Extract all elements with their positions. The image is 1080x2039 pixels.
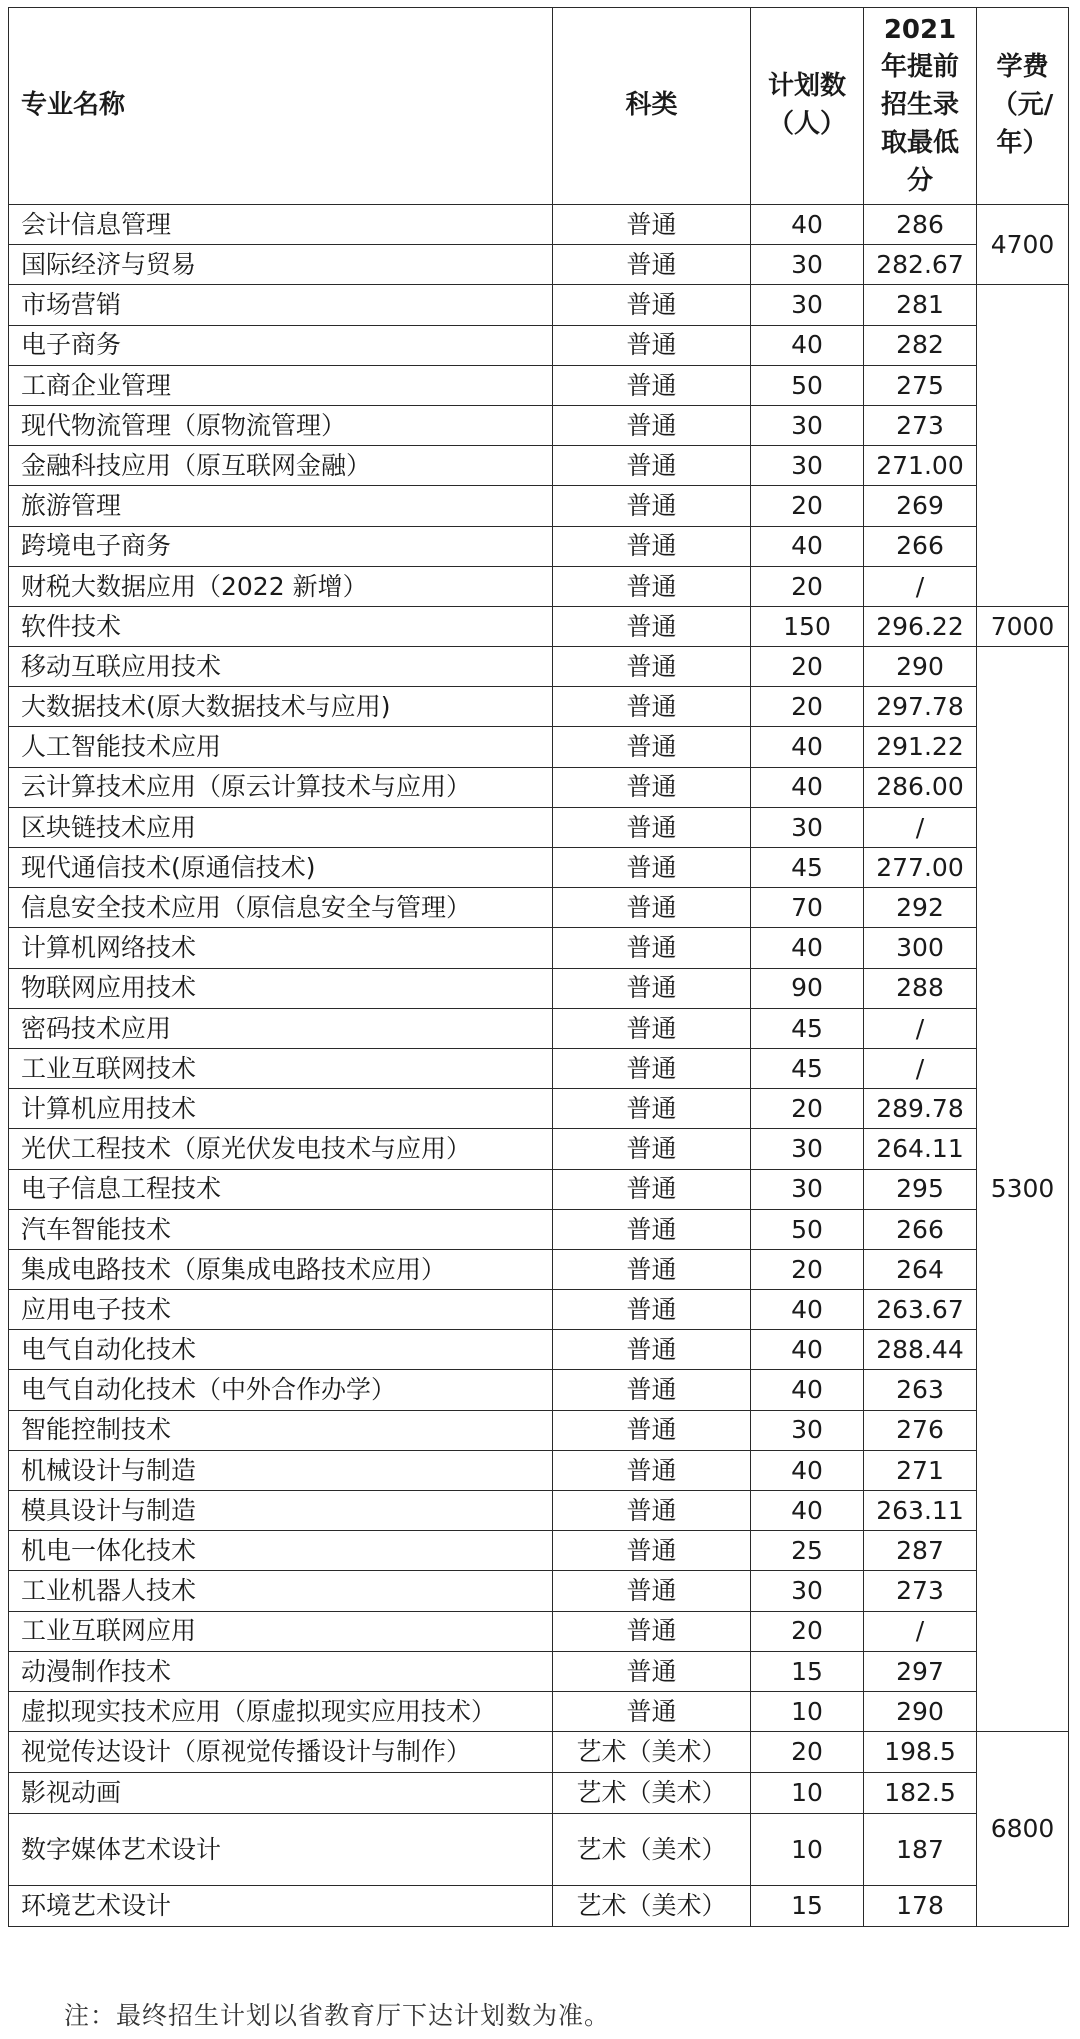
tuition-cell: 7000 [977, 606, 1069, 646]
table-row [9, 205, 1069, 245]
category-cell: 普通 [553, 727, 751, 767]
plan-count-cell: 45 [751, 848, 864, 888]
major-name-cell: 数字媒体艺术设计 [9, 1814, 553, 1886]
major-name-cell: 集成电路技术（原集成电路技术应用） [9, 1249, 553, 1289]
plan-count-cell: 150 [751, 606, 864, 646]
category-cell: 普通 [553, 888, 751, 928]
min-score-cell: 276 [864, 1410, 977, 1450]
table-row [9, 807, 1069, 847]
table-row [9, 1048, 1069, 1088]
major-name-cell: 旅游管理 [9, 486, 553, 526]
plan-count-cell: 40 [751, 928, 864, 968]
plan-count-cell: 30 [751, 245, 864, 285]
category-cell: 普通 [553, 1048, 751, 1088]
table-row [9, 1571, 1069, 1611]
min-score-cell: 271 [864, 1450, 977, 1490]
category-cell: 普通 [553, 1611, 751, 1651]
category-cell: 普通 [553, 968, 751, 1008]
min-score-cell: 273 [864, 405, 977, 445]
table-row [9, 1209, 1069, 1249]
plan-count-cell: 30 [751, 1571, 864, 1611]
min-score-cell: 269 [864, 486, 977, 526]
table-row [9, 1531, 1069, 1571]
table-row [9, 1410, 1069, 1450]
category-cell: 普通 [553, 325, 751, 365]
table-row [9, 486, 1069, 526]
table-row [9, 727, 1069, 767]
plan-count-cell: 40 [751, 325, 864, 365]
plan-count-cell: 20 [751, 647, 864, 687]
major-name-cell: 视觉传达设计（原视觉传播设计与制作） [9, 1732, 553, 1773]
min-score-cell: 198.5 [864, 1732, 977, 1773]
major-name-cell: 电气自动化技术 [9, 1330, 553, 1370]
min-score-cell: 277.00 [864, 848, 977, 888]
major-name-cell: 区块链技术应用 [9, 807, 553, 847]
min-score-cell: / [864, 1008, 977, 1048]
major-name-cell: 汽车智能技术 [9, 1209, 553, 1249]
category-cell: 普通 [553, 285, 751, 325]
table-row [9, 767, 1069, 807]
min-score-cell: 300 [864, 928, 977, 968]
table-body [9, 205, 1069, 1927]
min-score-cell: 281 [864, 285, 977, 325]
major-name-cell: 光伏工程技术（原光伏发电技术与应用） [9, 1129, 553, 1169]
major-name-cell: 应用电子技术 [9, 1290, 553, 1330]
plan-count-cell: 30 [751, 1410, 864, 1450]
table-row [9, 1129, 1069, 1169]
table-row [9, 1008, 1069, 1048]
table-row [9, 365, 1069, 405]
plan-count-cell: 20 [751, 687, 864, 727]
category-cell: 普通 [553, 1209, 751, 1249]
category-cell: 普通 [553, 1450, 751, 1490]
header-min-score: 2021年提前招生录取最低分 [864, 8, 977, 205]
min-score-cell: 291.22 [864, 727, 977, 767]
category-cell: 普通 [553, 1370, 751, 1410]
table-row [9, 1249, 1069, 1289]
category-cell: 普通 [553, 526, 751, 566]
category-cell: 普通 [553, 1249, 751, 1289]
min-score-cell: 289.78 [864, 1089, 977, 1129]
major-name-cell: 工业互联网技术 [9, 1048, 553, 1088]
major-name-cell: 金融科技应用（原互联网金融） [9, 446, 553, 486]
plan-count-cell: 20 [751, 486, 864, 526]
plan-count-cell: 50 [751, 365, 864, 405]
table-row [9, 848, 1069, 888]
plan-count-cell: 30 [751, 446, 864, 486]
major-name-cell: 大数据技术(原大数据技术与应用) [9, 687, 553, 727]
major-name-cell: 现代通信技术(原通信技术) [9, 848, 553, 888]
min-score-cell: / [864, 1048, 977, 1088]
min-score-cell: 187 [864, 1814, 977, 1886]
plan-count-cell: 10 [751, 1773, 864, 1814]
category-cell: 艺术（美术） [553, 1886, 751, 1927]
tuition-cell [977, 285, 1069, 607]
category-cell: 普通 [553, 1491, 751, 1531]
major-name-cell: 软件技术 [9, 606, 553, 646]
table-row [9, 1773, 1069, 1814]
major-name-cell: 工业机器人技术 [9, 1571, 553, 1611]
category-cell: 艺术（美术） [553, 1732, 751, 1773]
category-cell: 普通 [553, 1651, 751, 1691]
header-category: 科类 [553, 8, 751, 205]
major-name-cell: 计算机应用技术 [9, 1089, 553, 1129]
min-score-cell: 288.44 [864, 1330, 977, 1370]
min-score-cell: 266 [864, 1209, 977, 1249]
plan-count-cell: 45 [751, 1048, 864, 1088]
min-score-cell: 178 [864, 1886, 977, 1927]
min-score-cell: 297 [864, 1651, 977, 1691]
footnote: 注：最终招生计划以省教育厅下达计划数为准。 [64, 2001, 611, 2030]
table-row [9, 1089, 1069, 1129]
major-name-cell: 电子商务 [9, 325, 553, 365]
category-cell: 普通 [553, 1691, 751, 1731]
category-cell: 普通 [553, 687, 751, 727]
header-tuition: 学费（元/年） [977, 8, 1069, 205]
category-cell: 普通 [553, 1330, 751, 1370]
min-score-cell: 182.5 [864, 1773, 977, 1814]
plan-count-cell: 20 [751, 566, 864, 606]
plan-count-cell: 90 [751, 968, 864, 1008]
min-score-cell: 295 [864, 1169, 977, 1209]
table-row [9, 1491, 1069, 1531]
category-cell: 普通 [553, 647, 751, 687]
major-name-cell: 市场营销 [9, 285, 553, 325]
plan-count-cell: 20 [751, 1089, 864, 1129]
plan-count-cell: 40 [751, 1330, 864, 1370]
category-cell: 普通 [553, 1008, 751, 1048]
table-row [9, 1169, 1069, 1209]
major-name-cell: 密码技术应用 [9, 1008, 553, 1048]
table-row [9, 446, 1069, 486]
category-cell: 普通 [553, 446, 751, 486]
major-name-cell: 物联网应用技术 [9, 968, 553, 1008]
plan-count-cell: 45 [751, 1008, 864, 1048]
plan-count-cell: 70 [751, 888, 864, 928]
plan-count-cell: 40 [751, 526, 864, 566]
plan-count-cell: 40 [751, 767, 864, 807]
category-cell: 普通 [553, 1571, 751, 1611]
plan-count-cell: 30 [751, 1169, 864, 1209]
table-row [9, 1450, 1069, 1490]
table-row [9, 285, 1069, 325]
plan-count-cell: 15 [751, 1886, 864, 1927]
plan-count-cell: 30 [751, 807, 864, 847]
plan-count-cell: 40 [751, 1370, 864, 1410]
major-name-cell: 工业互联网应用 [9, 1611, 553, 1651]
major-name-cell: 工商企业管理 [9, 365, 553, 405]
min-score-cell: 282.67 [864, 245, 977, 285]
category-cell: 普通 [553, 928, 751, 968]
category-cell: 普通 [553, 365, 751, 405]
plan-count-cell: 20 [751, 1732, 864, 1773]
plan-count-cell: 40 [751, 727, 864, 767]
major-name-cell: 智能控制技术 [9, 1410, 553, 1450]
major-name-cell: 虚拟现实技术应用（原虚拟现实应用技术） [9, 1691, 553, 1731]
plan-count-cell: 25 [751, 1531, 864, 1571]
category-cell: 普通 [553, 767, 751, 807]
category-cell: 普通 [553, 606, 751, 646]
major-name-cell: 机械设计与制造 [9, 1450, 553, 1490]
min-score-cell: 286.00 [864, 767, 977, 807]
plan-count-cell: 10 [751, 1691, 864, 1731]
min-score-cell: 292 [864, 888, 977, 928]
plan-count-cell: 40 [751, 1290, 864, 1330]
table-row [9, 928, 1069, 968]
header-plan-count: 计划数（人） [751, 8, 864, 205]
table-row [9, 606, 1069, 646]
table-header-row [9, 8, 1069, 205]
plan-count-cell: 30 [751, 405, 864, 445]
major-name-cell: 会计信息管理 [9, 205, 553, 245]
table-row [9, 1886, 1069, 1927]
table-row [9, 647, 1069, 687]
table-row [9, 1330, 1069, 1370]
category-cell: 普通 [553, 566, 751, 606]
category-cell: 普通 [553, 1410, 751, 1450]
min-score-cell: 290 [864, 1691, 977, 1731]
table-row [9, 526, 1069, 566]
header-major-name: 专业名称 [9, 8, 553, 205]
min-score-cell: 266 [864, 526, 977, 566]
major-name-cell: 电气自动化技术（中外合作办学） [9, 1370, 553, 1410]
plan-count-cell: 40 [751, 205, 864, 245]
min-score-cell: 275 [864, 365, 977, 405]
category-cell: 艺术（美术） [553, 1814, 751, 1886]
min-score-cell: 287 [864, 1531, 977, 1571]
major-name-cell: 云计算技术应用（原云计算技术与应用） [9, 767, 553, 807]
min-score-cell: 297.78 [864, 687, 977, 727]
table-row [9, 566, 1069, 606]
major-name-cell: 电子信息工程技术 [9, 1169, 553, 1209]
category-cell: 普通 [553, 245, 751, 285]
major-name-cell: 财税大数据应用（2022 新增） [9, 566, 553, 606]
major-name-cell: 影视动画 [9, 1773, 553, 1814]
plan-count-cell: 10 [751, 1814, 864, 1886]
plan-count-cell: 40 [751, 1450, 864, 1490]
plan-count-cell: 50 [751, 1209, 864, 1249]
plan-count-cell: 20 [751, 1611, 864, 1651]
table-row [9, 1651, 1069, 1691]
plan-count-cell: 20 [751, 1249, 864, 1289]
category-cell: 普通 [553, 205, 751, 245]
major-name-cell: 现代物流管理（原物流管理） [9, 405, 553, 445]
category-cell: 普通 [553, 1089, 751, 1129]
enrollment-table [8, 7, 1069, 1927]
category-cell: 艺术（美术） [553, 1773, 751, 1814]
min-score-cell: 296.22 [864, 606, 977, 646]
category-cell: 普通 [553, 486, 751, 526]
major-name-cell: 信息安全技术应用（原信息安全与管理） [9, 888, 553, 928]
major-name-cell: 环境艺术设计 [9, 1886, 553, 1927]
table-row [9, 888, 1069, 928]
table-row [9, 1370, 1069, 1410]
table-row [9, 245, 1069, 285]
table-row [9, 325, 1069, 365]
category-cell: 普通 [553, 807, 751, 847]
table-row [9, 1732, 1069, 1773]
table-row [9, 968, 1069, 1008]
table-row [9, 1691, 1069, 1731]
table-row [9, 1611, 1069, 1651]
tuition-cell: 5300 [977, 647, 1069, 1732]
min-score-cell: 290 [864, 647, 977, 687]
tuition-cell: 4700 [977, 205, 1069, 285]
major-name-cell: 移动互联应用技术 [9, 647, 553, 687]
min-score-cell: 273 [864, 1571, 977, 1611]
major-name-cell: 动漫制作技术 [9, 1651, 553, 1691]
category-cell: 普通 [553, 405, 751, 445]
min-score-cell: 263.67 [864, 1290, 977, 1330]
min-score-cell: / [864, 807, 977, 847]
major-name-cell: 计算机网络技术 [9, 928, 553, 968]
major-name-cell: 跨境电子商务 [9, 526, 553, 566]
min-score-cell: 282 [864, 325, 977, 365]
plan-count-cell: 30 [751, 1129, 864, 1169]
min-score-cell: 286 [864, 205, 977, 245]
table-row [9, 1814, 1069, 1886]
min-score-cell: / [864, 1611, 977, 1651]
category-cell: 普通 [553, 1129, 751, 1169]
min-score-cell: 263 [864, 1370, 977, 1410]
plan-count-cell: 15 [751, 1651, 864, 1691]
min-score-cell: 271.00 [864, 446, 977, 486]
category-cell: 普通 [553, 1169, 751, 1209]
table-row [9, 1290, 1069, 1330]
min-score-cell: 264.11 [864, 1129, 977, 1169]
min-score-cell: / [864, 566, 977, 606]
category-cell: 普通 [553, 1290, 751, 1330]
min-score-cell: 264 [864, 1249, 977, 1289]
major-name-cell: 模具设计与制造 [9, 1491, 553, 1531]
major-name-cell: 人工智能技术应用 [9, 727, 553, 767]
major-name-cell: 机电一体化技术 [9, 1531, 553, 1571]
tuition-cell: 6800 [977, 1732, 1069, 1927]
min-score-cell: 263.11 [864, 1491, 977, 1531]
major-name-cell: 国际经济与贸易 [9, 245, 553, 285]
plan-count-cell: 40 [751, 1491, 864, 1531]
plan-count-cell: 30 [751, 285, 864, 325]
table-row [9, 405, 1069, 445]
category-cell: 普通 [553, 848, 751, 888]
table-row [9, 687, 1069, 727]
min-score-cell: 288 [864, 968, 977, 1008]
category-cell: 普通 [553, 1531, 751, 1571]
